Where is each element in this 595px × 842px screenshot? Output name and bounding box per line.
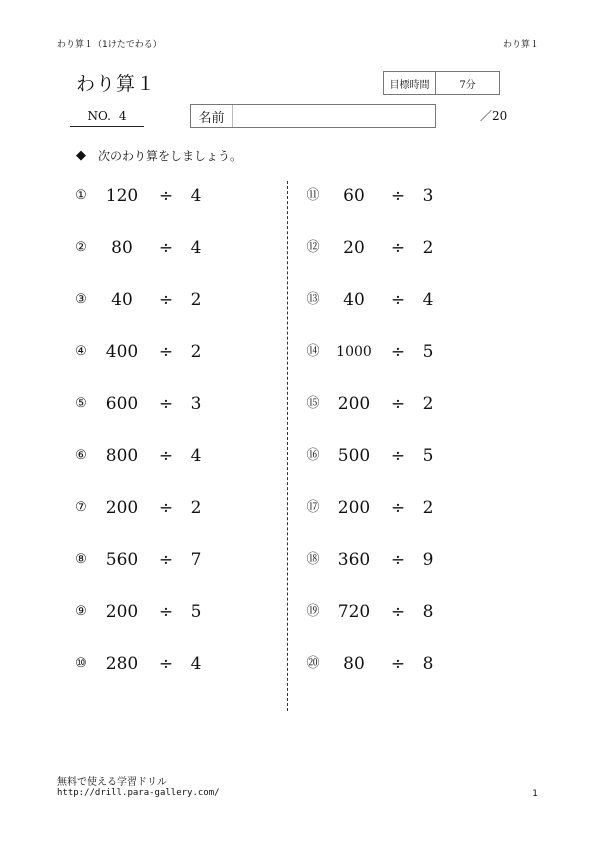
problem-dividend: 80 [111, 238, 133, 258]
problem-dividend: 360 [337, 550, 371, 570]
footer-url[interactable]: http://drill.para-gallery.com/ [57, 788, 220, 798]
problem-divisor: 8 [422, 602, 434, 622]
problem-item [304, 598, 464, 626]
division-sign: ÷ [390, 394, 406, 414]
worksheet-number-value: 4 [118, 109, 127, 123]
goal-time-value: 7分 [459, 79, 476, 91]
division-sign: ÷ [390, 342, 406, 362]
problem-dividend: 80 [343, 654, 365, 674]
problem-dividend: 600 [105, 394, 139, 414]
problem-divisor: 4 [190, 186, 202, 206]
problem-divisor: 2 [422, 498, 434, 518]
footer-title: 無料で使える学習ドリル [57, 777, 167, 788]
name-label: 名前 [191, 105, 233, 127]
problem-number: ⑱ [306, 552, 320, 567]
problem-number: ③ [75, 292, 87, 307]
problem-divisor: 2 [190, 498, 202, 518]
division-sign: ÷ [390, 602, 406, 622]
problem-item [304, 390, 464, 418]
page-number: 1 [532, 789, 538, 799]
problem-number: ④ [75, 344, 87, 359]
problem-item [72, 182, 232, 210]
division-sign: ÷ [158, 394, 174, 414]
problem-item [72, 598, 232, 626]
division-sign: ÷ [390, 550, 406, 570]
goal-time-label: 目標時間 [384, 72, 436, 94]
problem-divisor: 8 [422, 654, 434, 674]
problem-divisor: 7 [190, 550, 202, 570]
problem-divisor: 4 [190, 446, 202, 466]
division-sign: ÷ [390, 446, 406, 466]
problem-dividend: 200 [105, 498, 139, 518]
problem-divisor: 2 [422, 238, 434, 258]
problem-divisor: 4 [190, 654, 202, 674]
problem-item [304, 442, 464, 470]
problem-number: ⑥ [75, 448, 87, 463]
problem-number: ⑭ [306, 344, 320, 359]
problem-item [304, 650, 464, 678]
instruction-text: 次のわり算をしましょう。 [98, 149, 243, 163]
problem-item [304, 494, 464, 522]
problem-dividend: 500 [337, 446, 371, 466]
problem-dividend: 200 [105, 602, 139, 622]
division-sign: ÷ [390, 498, 406, 518]
worksheet-number-label: NO. [87, 109, 111, 123]
name-field[interactable] [190, 104, 436, 128]
problem-item [304, 182, 464, 210]
header-left: わり算１（1けたでわる） [57, 40, 162, 50]
problem-number: ⑨ [75, 604, 87, 619]
worksheet-number [70, 106, 144, 127]
problem-number: ⑳ [306, 656, 320, 671]
division-sign: ÷ [158, 446, 174, 466]
problem-dividend: 120 [105, 186, 139, 206]
problem-dividend: 60 [343, 186, 365, 206]
problem-dividend: 200 [337, 498, 371, 518]
division-sign: ÷ [158, 238, 174, 258]
problem-divisor: 5 [190, 602, 202, 622]
division-sign: ÷ [158, 654, 174, 674]
division-sign: ÷ [158, 186, 174, 206]
problem-divisor: 2 [190, 342, 202, 362]
problem-divisor: 3 [422, 186, 434, 206]
problem-number: ⑲ [306, 604, 320, 619]
problem-divisor: 4 [190, 238, 202, 258]
problem-item [72, 390, 232, 418]
division-sign: ÷ [158, 602, 174, 622]
problem-item [304, 234, 464, 262]
division-sign: ÷ [158, 342, 174, 362]
goal-time-box [383, 71, 500, 95]
problem-item [72, 546, 232, 574]
problem-number: ⑮ [306, 396, 320, 411]
problem-dividend: 280 [105, 654, 139, 674]
division-sign: ÷ [158, 290, 174, 310]
problem-dividend: 560 [105, 550, 139, 570]
problem-number: ⑧ [75, 552, 87, 567]
problem-item [304, 546, 464, 574]
problem-number: ⑦ [75, 500, 87, 515]
problem-divisor: 5 [422, 342, 434, 362]
problem-item [72, 442, 232, 470]
problem-item [304, 286, 464, 314]
problem-number: ① [75, 188, 87, 203]
problem-number: ⑫ [306, 240, 320, 255]
problem-dividend: 1000 [336, 344, 372, 360]
problem-item [72, 650, 232, 678]
diamond-icon: ◆ [76, 148, 86, 163]
page-title: わり算１ [76, 73, 157, 95]
problem-item [304, 338, 464, 366]
problem-item [72, 234, 232, 262]
problem-number: ⑯ [306, 448, 320, 463]
division-sign: ÷ [158, 550, 174, 570]
problem-number: ⑤ [75, 396, 87, 411]
problem-divisor: 2 [422, 394, 434, 414]
problem-dividend: 20 [343, 238, 365, 258]
division-sign: ÷ [390, 290, 406, 310]
problem-divisor: 3 [190, 394, 202, 414]
problem-dividend: 40 [343, 290, 365, 310]
score-total: ／20 [480, 109, 508, 123]
problem-item [72, 494, 232, 522]
problem-dividend: 720 [337, 602, 371, 622]
problem-divisor: 4 [422, 290, 434, 310]
problem-number: ⑬ [306, 292, 320, 307]
column-divider [287, 181, 288, 711]
instruction [76, 147, 242, 164]
problem-number: ⑪ [306, 188, 320, 203]
problem-divisor: 5 [422, 446, 434, 466]
problem-dividend: 400 [105, 342, 139, 362]
problem-dividend: 200 [337, 394, 371, 414]
problem-number: ② [75, 240, 87, 255]
problem-number: ⑰ [306, 500, 320, 515]
division-sign: ÷ [390, 238, 406, 258]
problem-divisor: 2 [190, 290, 202, 310]
problem-number: ⑩ [75, 656, 87, 671]
problem-dividend: 800 [105, 446, 139, 466]
division-sign: ÷ [390, 186, 406, 206]
problem-item [72, 338, 232, 366]
problem-divisor: 9 [422, 550, 434, 570]
division-sign: ÷ [390, 654, 406, 674]
division-sign: ÷ [158, 498, 174, 518]
header-right: わり算１ [502, 40, 539, 50]
problem-dividend: 40 [111, 290, 133, 310]
problem-item [72, 286, 232, 314]
